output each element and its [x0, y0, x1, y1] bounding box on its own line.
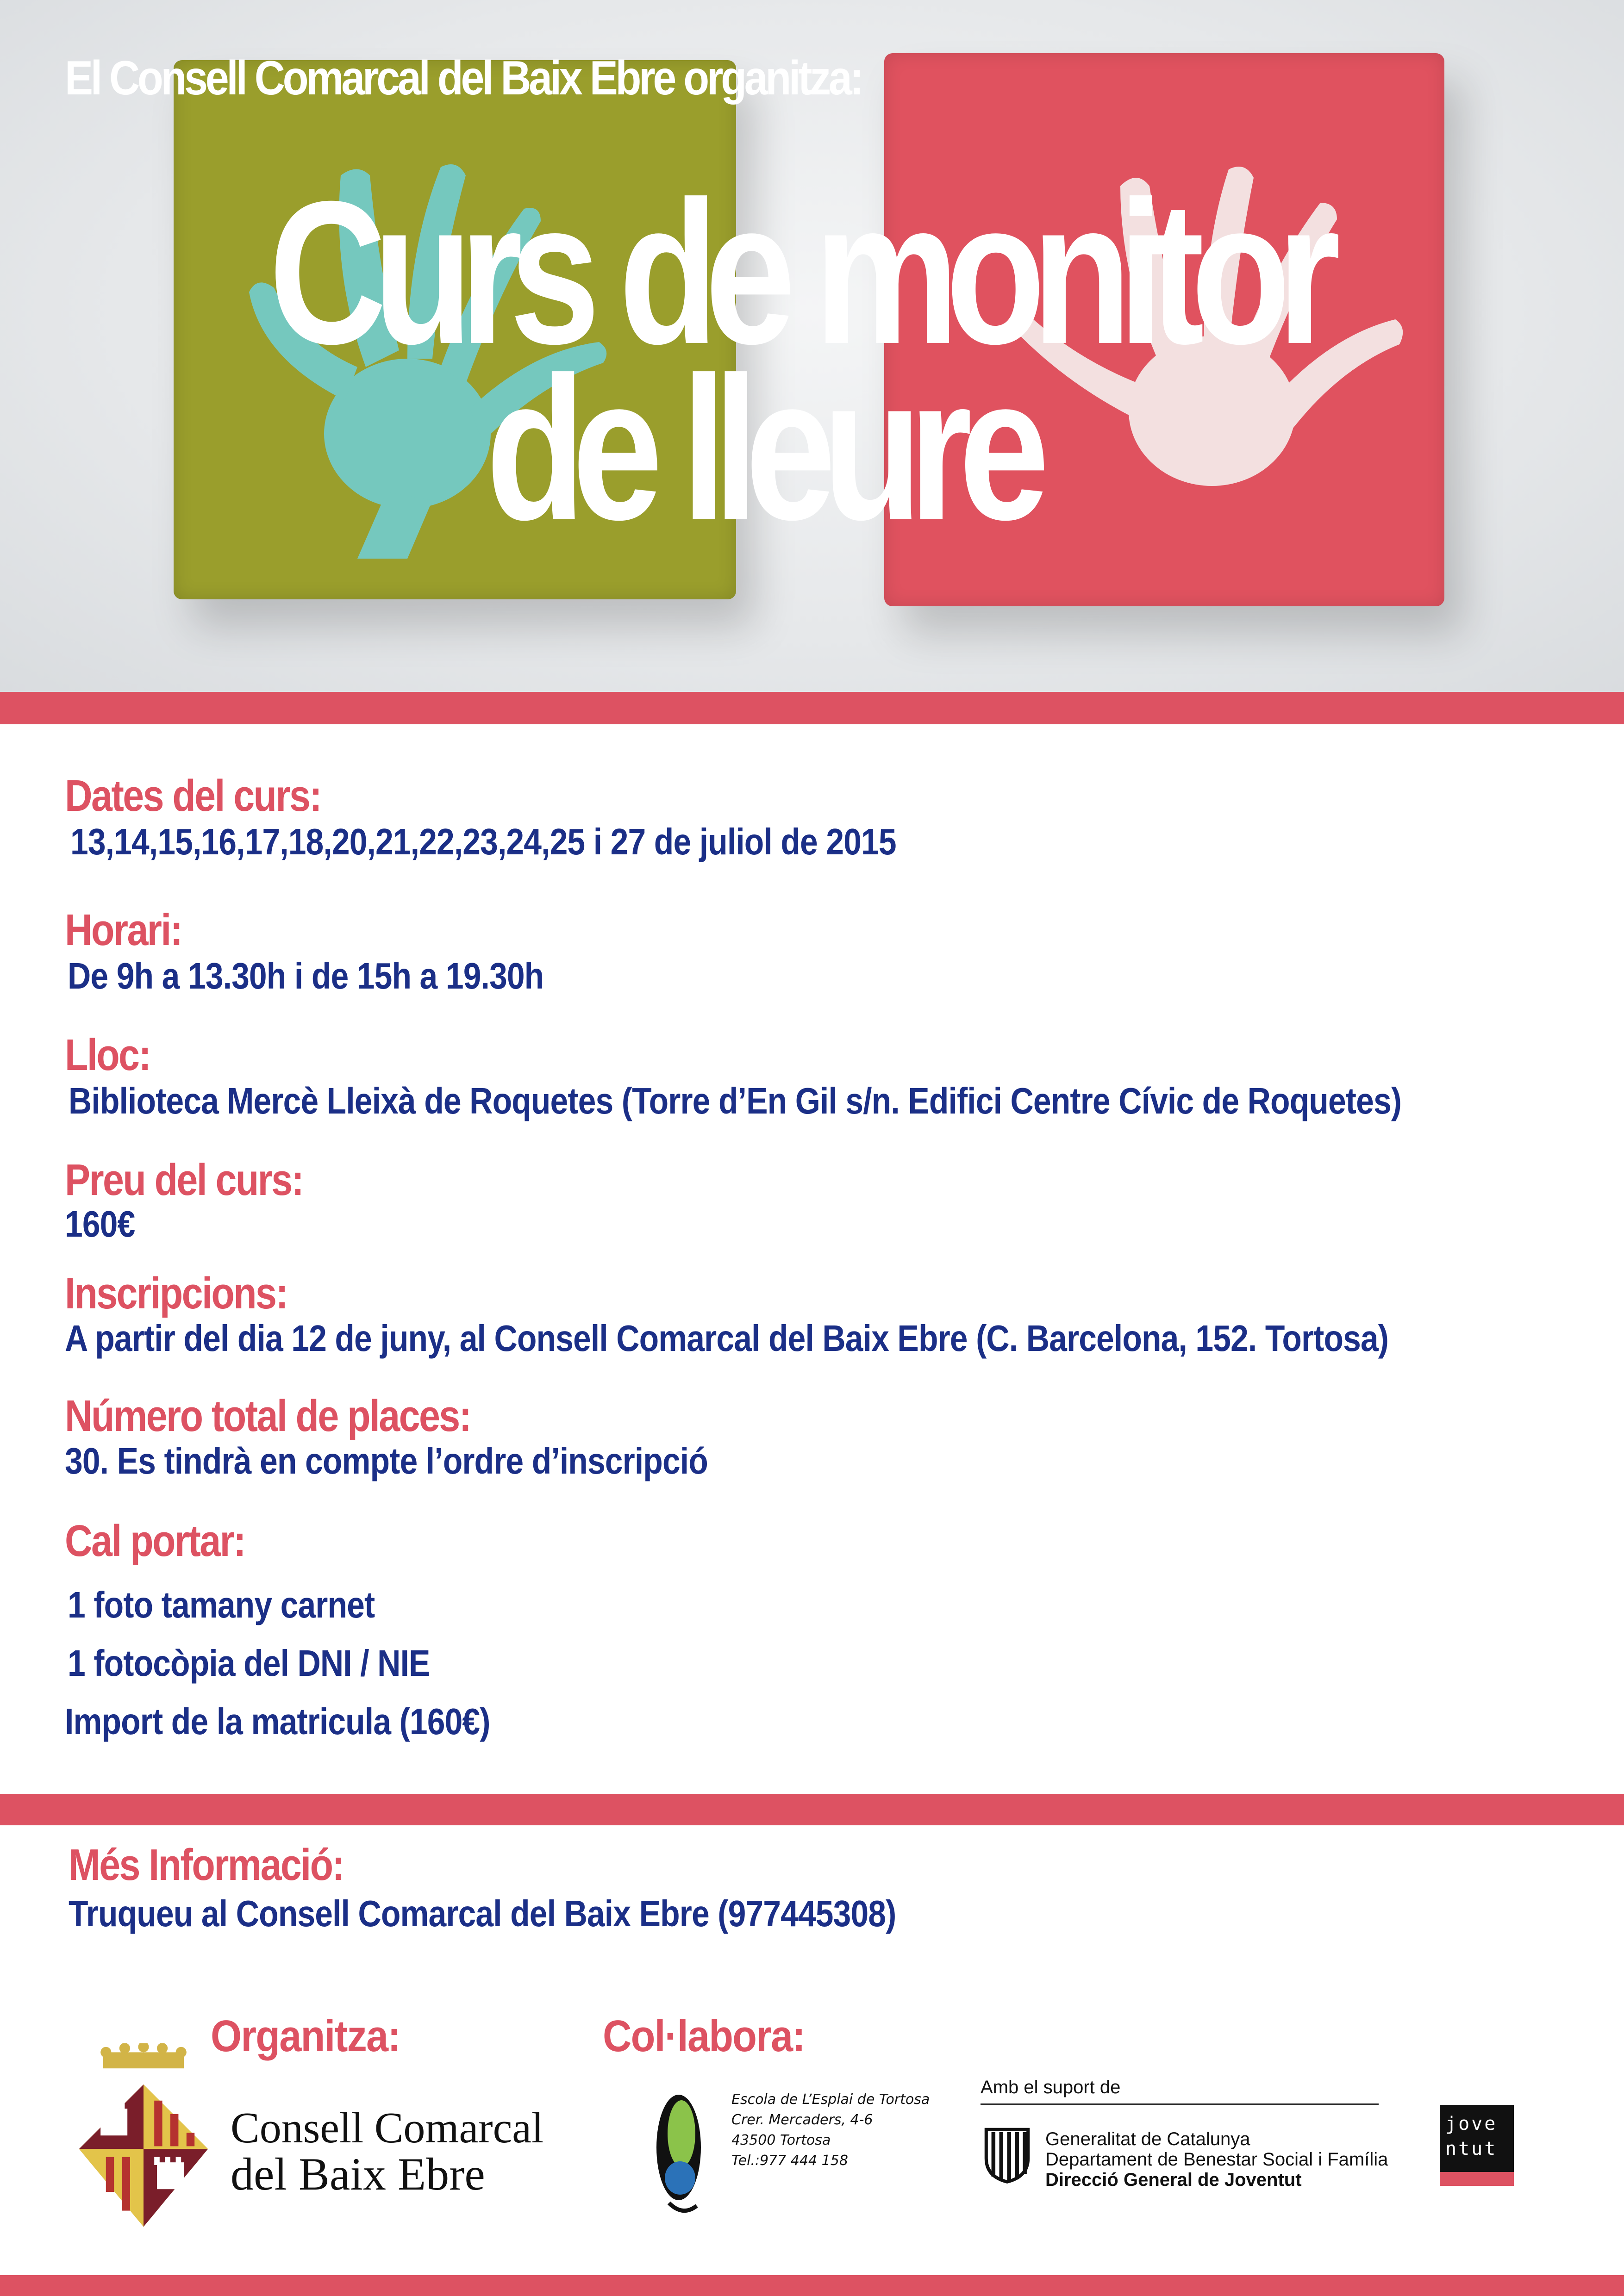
- places-label: Número total de places:: [65, 1391, 471, 1441]
- schedule-label: Horari:: [65, 905, 182, 955]
- registration-label: Inscripcions:: [65, 1269, 287, 1318]
- price-section: [65, 1155, 342, 1245]
- price-label: Preu del curs:: [65, 1155, 303, 1205]
- place-section: [65, 1030, 1600, 1122]
- support-label: Amb el suport de: [981, 2077, 1121, 2097]
- esplai-line: Tel.:977 444 158: [731, 2153, 848, 2169]
- schedule-section: [65, 905, 615, 997]
- esplai-logo-icon: [641, 2078, 711, 2217]
- page-title: [0, 159, 1624, 562]
- more-info-section: [69, 1840, 1020, 1935]
- place-label: Lloc:: [65, 1030, 150, 1080]
- bring-label: Cal portar:: [65, 1516, 245, 1566]
- dates-value: 13,14,15,16,17,18,20,21,22,23,24,25 i 27 de juliol de 2015: [70, 821, 896, 862]
- dates-label: Dates del curs:: [65, 771, 321, 821]
- divider-band: [0, 1794, 1624, 1825]
- esplai-line: Crer. Mercaders, 4-6: [731, 2112, 873, 2128]
- esplai-line: Escola de L’Esplai de Tortosa: [731, 2091, 930, 2108]
- title-line-2: de lleure: [486, 335, 1037, 562]
- ccbe-logo-text: [231, 2104, 544, 2200]
- ccbe-name-line-1: Consell Comarcal: [231, 2104, 544, 2152]
- price-value: 160€: [65, 1203, 135, 1244]
- bring-item: 1 foto tamany carnet: [68, 1584, 375, 1625]
- divider-band: [0, 692, 1624, 724]
- dates-section: [65, 771, 1019, 863]
- generalitat-line: Direcció General de Joventut: [1045, 2170, 1302, 2190]
- organizer-line: El Consell Comarcal del Baix Ebre organitza:: [65, 51, 862, 105]
- joventut-logo-stripe: [1440, 2172, 1514, 2186]
- generalitat-line: Generalitat de Catalunya: [1045, 2129, 1250, 2149]
- support-heading: [981, 2077, 1120, 2098]
- title-line-1: Curs de monitor: [269, 159, 1328, 386]
- registration-section: [65, 1268, 1586, 1360]
- place-value: Biblioteca Mercè Lleixà de Roquetes (Torre d’En Gil s/n. Edifici Centre Cívic de Roquetes): [69, 1080, 1402, 1121]
- organizer-label: Organitza:: [211, 2011, 400, 2061]
- esplai-address: [731, 2090, 930, 2171]
- support-divider: [981, 2103, 1379, 2105]
- places-section: [65, 1391, 804, 1482]
- places-value: 30. Es tindrà en compte l’ordre d’inscripció: [65, 1440, 708, 1481]
- generalitat-emblem-icon: [981, 2124, 1034, 2184]
- ccbe-name-line-2: del Baix Ebre: [231, 2148, 485, 2200]
- generalitat-text: [1045, 2129, 1388, 2190]
- organizer-heading: [211, 2011, 421, 2062]
- collaborator-heading: [603, 2011, 827, 2062]
- bring-item: Import de la matricula (160€): [65, 1701, 490, 1742]
- esplai-line: 43500 Tortosa: [731, 2132, 831, 2148]
- collaborator-label: Col·labora:: [603, 2011, 805, 2061]
- registration-value: A partir del dia 12 de juny, al Consell Comarcal del Baix Ebre (C. Barcelona, 152. Tortosa): [65, 1318, 1389, 1359]
- joventut-logo-top: jove: [1445, 2113, 1498, 2134]
- more-info-value: Truqueu al Consell Comarcal del Baix Ebre (977445308): [69, 1893, 896, 1934]
- bring-item: 1 fotocòpia del DNI / NIE: [68, 1643, 430, 1684]
- more-info-label: Més Informació:: [69, 1840, 344, 1890]
- bring-section: [65, 1516, 554, 1751]
- joventut-logo: [1440, 2105, 1514, 2186]
- bottom-band: [0, 2275, 1624, 2296]
- hero-image: [0, 0, 1624, 692]
- generalitat-line: Departament de Benestar Social i Família: [1045, 2149, 1388, 2170]
- coat-of-arms-icon: [76, 2043, 211, 2233]
- joventut-logo-bottom: ntut: [1445, 2138, 1498, 2159]
- schedule-value: De 9h a 13.30h i de 15h a 19.30h: [68, 955, 544, 996]
